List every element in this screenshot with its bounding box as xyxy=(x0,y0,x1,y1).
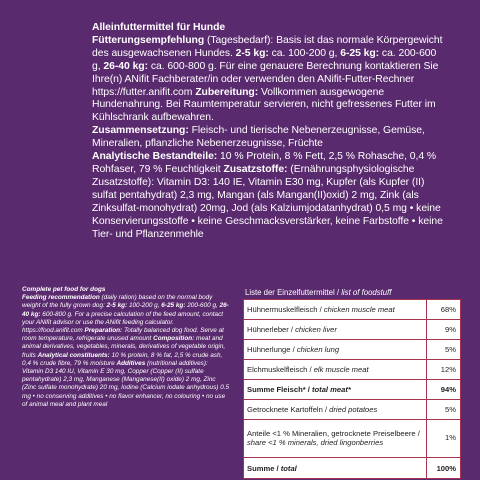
percent-cell: 1% xyxy=(427,420,461,458)
table-row xyxy=(244,320,461,340)
en-title: Complete pet food for dogs xyxy=(22,286,106,293)
en-weight-3-text: 600-800 g. For a precise calculation of the feed amount, contact your ANifit advisor or use the ANifit feeding calculator. https://food.anifit.com xyxy=(22,310,224,335)
ingredient-en: elk muscle meat xyxy=(313,365,369,374)
en-weight-3-label: 26-40 kg: xyxy=(22,302,229,318)
ingredient-en: total meat* xyxy=(312,385,351,394)
de-weight-2-text: ca. 200-600 g, xyxy=(92,47,437,72)
percent-cell: 100% xyxy=(427,458,461,479)
en-feeding-label: Feeding recommendation xyxy=(22,294,100,302)
table-row-total xyxy=(244,458,461,479)
foodstuff-table xyxy=(243,299,461,479)
de-composition-label: Zusammensetzung: xyxy=(92,125,189,137)
en-weight-1-label: 2-5 kg: xyxy=(106,302,128,310)
de-preparation-text: Vollkommen ausgewogene Hundenahrung. Bei Raumtemperatur servieren, nicht gefressenes Futter im Kühlschrank aufbewahren. xyxy=(92,86,436,124)
ingredient-cell xyxy=(244,458,427,479)
en-weight-2-label: 6-25 kg: xyxy=(161,302,186,310)
table-row xyxy=(244,300,461,320)
ingredient-de: Hühnerleber / xyxy=(247,325,296,334)
ingredient-cell xyxy=(244,360,427,380)
percent-cell: 68% xyxy=(427,300,461,320)
percent-cell: 94% xyxy=(427,380,461,400)
en-analytic-text: 10 % protein, 8 % fat, 2,5 % crude ash, 0,4 % crude fibre, 79 % moisture xyxy=(22,351,223,367)
caption-en: list of foodstuff xyxy=(341,288,392,297)
de-weight-2-label: 6-25 kg: xyxy=(340,47,380,59)
ingredient-de: Getrocknete Kartoffeln / xyxy=(247,405,330,414)
de-additives-text: (Ernährungsphysiologische Zusatzstoffe): Vitamin D3: 140 IE, Vitamin E30 mg, Kupfer (als Kupfer (II) sulfat pentahydrat) 2,3 mg, Mangan (als Mangan(II)oxid) 2 mg, Zink (als Zinksulfat-monohydrat) 20mg, Jod (als Kalziumjodatanhydrat) 0,5 mg • keine Konservierungsstoffe • keine Geschmacksverstärker, keine Farbstoffe • keine Tier- und Pflanzenmehle xyxy=(92,163,443,240)
ingredient-cell xyxy=(244,380,427,400)
foodstuff-table-caption xyxy=(243,287,461,298)
de-preparation-label: Zubereitung: xyxy=(195,86,259,98)
german-label-text xyxy=(92,22,444,241)
percent-cell: 9% xyxy=(427,320,461,340)
table-row xyxy=(244,340,461,360)
en-composition-text: meat and animal derivatives, vegetables, minerals, derivatives of vegetable origin, fruits xyxy=(22,335,226,359)
ingredient-en: chicken liver xyxy=(295,325,337,334)
ingredient-en: total xyxy=(280,463,297,473)
ingredient-cell xyxy=(244,300,427,320)
de-additives-label: Zusatzstoffe: xyxy=(223,163,288,175)
ingredient-cell xyxy=(244,400,427,420)
percent-cell: 12% xyxy=(427,360,461,380)
ingredient-de: Summe / xyxy=(247,463,281,473)
caption-de: Liste der Einzelfuttermittel / xyxy=(245,288,342,297)
de-weight-3-label: 26-40 kg: xyxy=(103,60,149,72)
en-feeding-text: (daily ration) based on the normal body weight of the fully grown dog: xyxy=(22,294,213,310)
de-composition-text: Fleisch- und tierische Nebenerzeugnisse, Gemüse, Mineralien, pflanzliche Nebenerzeugnisse, Früchte xyxy=(92,125,425,150)
percent-cell: 5% xyxy=(427,340,461,360)
ingredient-en: share <1 % minerals, dried lingonberries xyxy=(247,437,384,447)
en-composition-label: Composition: xyxy=(153,335,195,343)
de-analytic-text: 10 % Protein, 8 % Fett, 2,5 % Rohasche, 0,4 % Rohfaser, 79 % Feuchtigkeit xyxy=(92,151,437,175)
ingredient-cell xyxy=(244,320,427,340)
ingredient-de: Hühnerlunge / xyxy=(247,345,297,354)
english-label-text xyxy=(22,286,230,409)
de-analytic-label: Analytische Bestandteile: xyxy=(92,151,218,163)
en-weight-2-text: 200-600 g, xyxy=(185,302,220,310)
percent-cell: 5% xyxy=(427,400,461,420)
en-analytic-label: Analytical constituents: xyxy=(37,351,110,359)
ingredient-de: Hühnermuskelfleisch / xyxy=(247,305,324,314)
ingredient-de: Anteile <1 % Mineralien, getrocknete Preiselbeere / xyxy=(247,428,420,438)
ingredient-de: Summe Fleisch* / xyxy=(247,385,312,394)
table-row xyxy=(244,420,461,458)
en-weight-1-text: 100-200 g, xyxy=(127,302,162,310)
ingredient-en: chicken lung xyxy=(296,345,340,354)
de-weight-3-text: ca. 600-800 g. Für eine genauere Berechnung kontaktieren Sie Ihre(n) ANifit Fachberater/in oder verwenden den ANifit-Futter-Rechner https://futter.anifit.com xyxy=(92,60,439,98)
table-row xyxy=(244,360,461,380)
de-weight-1-label: 2-5 kg: xyxy=(235,47,269,59)
ingredient-cell xyxy=(244,340,427,360)
en-preparation-label: Preparation: xyxy=(84,327,123,335)
de-weight-1-text: ca. 100-200 g, xyxy=(268,47,341,59)
table-row xyxy=(244,400,461,420)
ingredient-cell xyxy=(244,420,427,458)
de-feeding-label: Fütterungsempfehlung xyxy=(92,34,205,46)
ingredient-en: dried potatoes xyxy=(329,405,378,414)
ingredient-en: chicken muscle meat xyxy=(323,305,395,314)
en-additives-label: Additives xyxy=(116,359,146,367)
ingredient-de: Elchmuskelfleisch / xyxy=(247,365,314,374)
de-feeding-text: (Tagesbedarf): Basis ist das normale Körpergewicht des ausgewachsenen Hundes. xyxy=(92,34,443,59)
en-preparation-text: Totally balanced dog food. Serve at room temperature, refrigerate unused amount xyxy=(22,327,224,343)
de-title: Alleinfuttermittel für Hunde xyxy=(92,22,226,33)
table-row-total-meat xyxy=(244,380,461,400)
foodstuff-table-panel xyxy=(243,287,461,479)
en-additives-text: (nutritional additives): Vitamin D3 140 IU, Vitamin E 30 mg, Copper (Copper (II) sulfate pentahydrate) 2,3 mg, Manganese (Manganese(II) oxide) 2 mg, Zinc (Zinc sulfate monohydrate) 20 mg, Iodine (Calcium iodate anhydrous) 0.5 mg • no conserving additives • no flavor enhancer, no colouring • no use of animal meal and plant meal xyxy=(22,359,230,408)
